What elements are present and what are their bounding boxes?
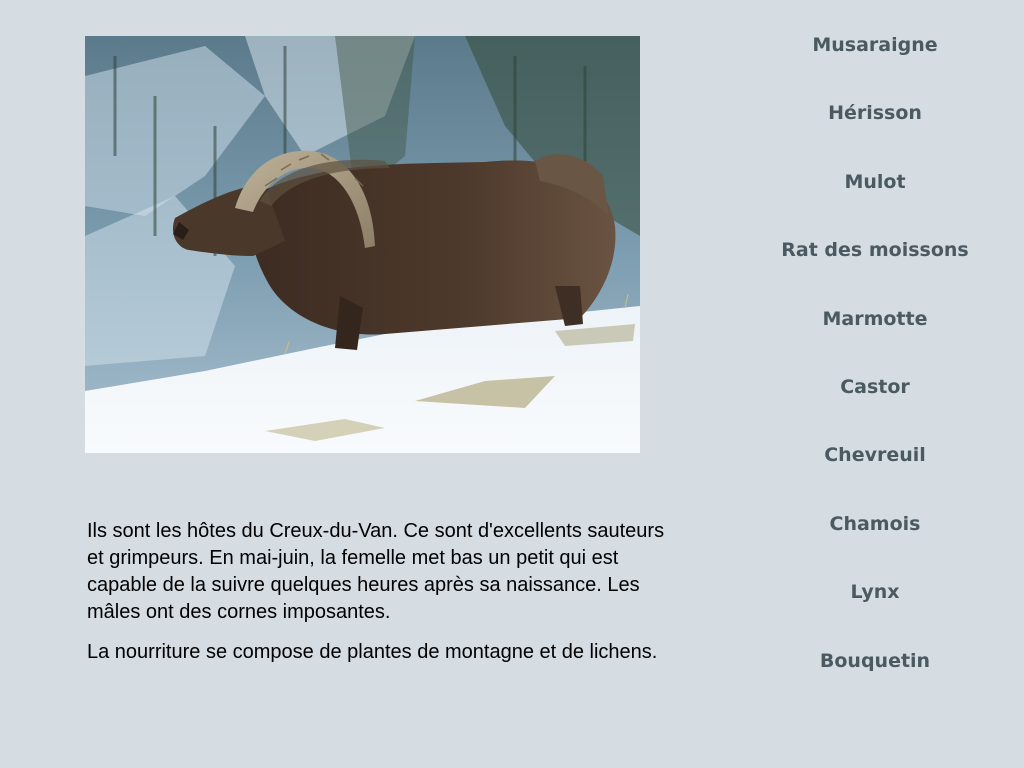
nav-item-chamois[interactable]: Chamois: [829, 512, 921, 535]
nav-item-musaraigne[interactable]: Musaraigne: [812, 34, 938, 56]
nav-item-rat-des-moissons[interactable]: Rat des moissons: [781, 239, 969, 262]
animal-nav-list: [760, 30, 990, 714]
nav-item-marmotte[interactable]: Marmotte: [822, 307, 928, 330]
description-paragraph-1: Ils sont les hôtes du Creux-du-Van. Ce sont d'excellents sauteurs et grimpeurs. En mai-juin, la femelle met bas un petit qui est capable de la suivre quelques heures après sa naissance. Les mâles ont des cornes imposantes.: [87, 520, 665, 623]
nav-item-mulot[interactable]: Mulot: [844, 170, 906, 193]
description-paragraph-2: La nourriture se compose de plantes de montagne et de lichens.: [87, 641, 658, 663]
ibex-photo: [85, 36, 640, 453]
description-text: [87, 518, 672, 679]
nav-item-chevreuil[interactable]: Chevreuil: [824, 444, 926, 467]
nav-item-bouquetin[interactable]: Bouquetin: [819, 649, 931, 672]
nav-item-castor[interactable]: Castor: [840, 375, 910, 398]
nav-item-lynx[interactable]: Lynx: [850, 581, 900, 604]
nav-item-herisson[interactable]: Hérisson: [828, 102, 922, 125]
